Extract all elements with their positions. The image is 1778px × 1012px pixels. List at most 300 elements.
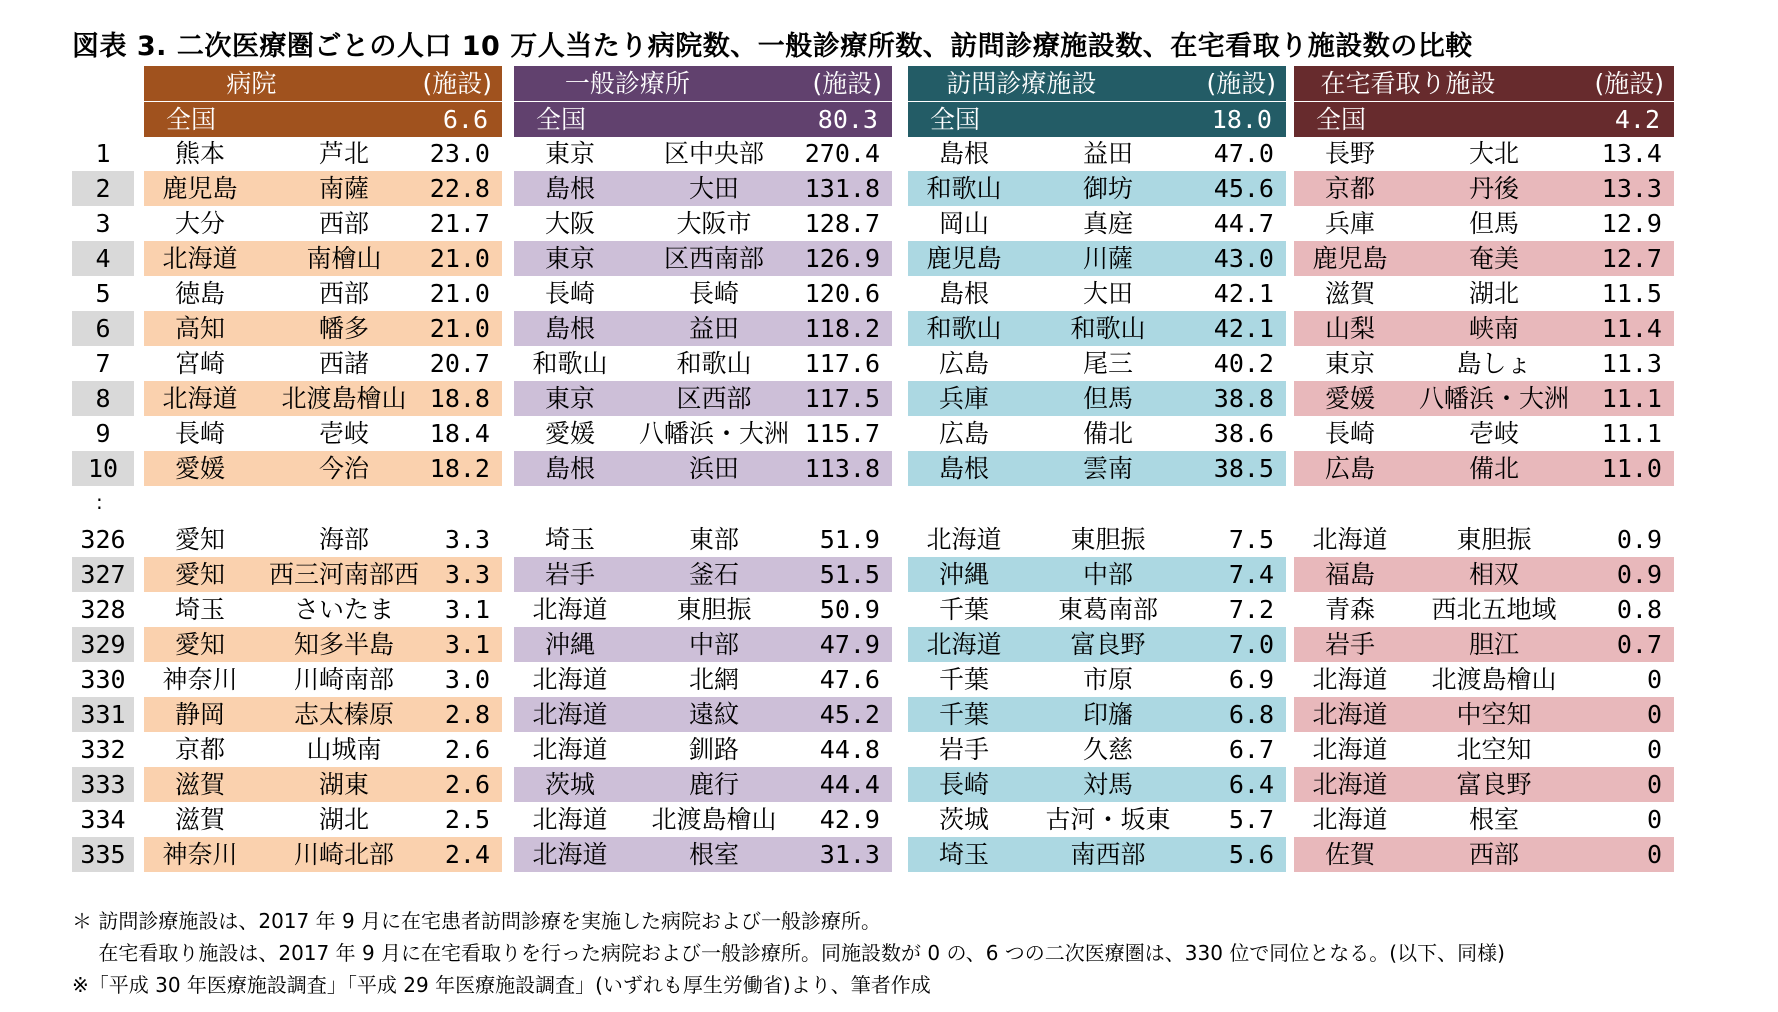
area-cell: 御坊 <box>1082 174 1133 203</box>
table-row <box>144 416 502 451</box>
area-cell: 区中央部 <box>663 139 764 168</box>
area-cell: 尾三 <box>1082 349 1133 378</box>
prefecture-cell: 島根 <box>544 314 595 343</box>
rank-label: 331 <box>72 697 134 732</box>
table-row <box>144 311 502 346</box>
home_death-table <box>1294 66 1674 886</box>
table-row <box>908 451 1286 486</box>
prefecture-cell: 北海道 <box>532 735 608 764</box>
area-cell: 芦北 <box>318 139 369 168</box>
table-row <box>1294 276 1674 311</box>
table-row <box>908 557 1286 592</box>
rank-label: 332 <box>80 735 126 764</box>
prefecture-cell: 愛媛 <box>174 454 225 483</box>
prefecture-cell: 沖縄 <box>938 560 989 589</box>
value-cell: 6.8 <box>1228 700 1274 729</box>
area-cell: 壱岐 <box>318 419 369 448</box>
table-row <box>1294 662 1674 697</box>
table-row <box>908 381 1286 416</box>
table-row <box>144 206 502 241</box>
value-cell: 7.4 <box>1228 560 1274 589</box>
area-cell: さいたま <box>293 595 394 624</box>
area-cell: 大田 <box>1082 279 1133 308</box>
table-row <box>908 311 1286 346</box>
value-cell: 270.4 <box>804 139 880 168</box>
prefecture-cell: 千葉 <box>938 700 989 729</box>
area-cell: 南薩 <box>318 174 369 203</box>
area-cell: 西部 <box>318 279 369 308</box>
value-cell: 6.9 <box>1228 665 1274 694</box>
prefecture-cell: 滋賀 <box>1324 279 1375 308</box>
value-cell: 113.8 <box>804 454 880 483</box>
area-cell: 今治 <box>318 454 369 483</box>
value-cell: 11.0 <box>1601 454 1662 483</box>
table-row <box>1294 136 1674 171</box>
header-unit: (施設) <box>1594 69 1664 98</box>
value-cell: 128.7 <box>804 209 880 238</box>
table-row <box>144 627 502 662</box>
prefecture-cell: 愛媛 <box>544 419 595 448</box>
ellipsis-marker: : <box>96 490 103 514</box>
rank-label: 10 <box>72 451 134 486</box>
table-row <box>514 451 892 486</box>
table-row <box>908 522 1286 557</box>
prefecture-cell: 島根 <box>938 139 989 168</box>
area-cell: 東葛南部 <box>1057 595 1158 624</box>
table-row <box>144 381 502 416</box>
value-cell: 18.8 <box>429 384 490 413</box>
area-cell: 和歌山 <box>676 349 752 378</box>
area-cell: 印旛 <box>1082 700 1133 729</box>
prefecture-cell: 兵庫 <box>1324 209 1375 238</box>
prefecture-cell: 沖縄 <box>544 630 595 659</box>
area-cell: 中空知 <box>1456 700 1532 729</box>
rank-label: 334 <box>80 805 126 834</box>
rank-label: 6 <box>72 311 134 346</box>
prefecture-cell: 滋賀 <box>174 805 225 834</box>
prefecture-cell: 北海道 <box>532 805 608 834</box>
prefecture-cell: 東京 <box>544 384 595 413</box>
value-cell: 11.4 <box>1601 314 1662 343</box>
area-cell: 胆江 <box>1468 630 1519 659</box>
table-row <box>514 416 892 451</box>
value-cell: 50.9 <box>819 595 880 624</box>
prefecture-cell: 北海道 <box>1312 770 1388 799</box>
prefecture-cell: 和歌山 <box>926 174 1002 203</box>
table-row <box>1294 346 1674 381</box>
area-cell: 八幡浜・大洲 <box>638 419 789 448</box>
value-cell: 0.9 <box>1616 560 1662 589</box>
table-row <box>1294 592 1674 627</box>
prefecture-cell: 島根 <box>938 454 989 483</box>
table-row <box>908 276 1286 311</box>
national-label: 全国 <box>166 105 217 134</box>
value-cell: 40.2 <box>1213 349 1274 378</box>
area-cell: 八幡浜・大洲 <box>1418 384 1569 413</box>
value-cell: 0.8 <box>1616 595 1662 624</box>
prefecture-cell: 埼玉 <box>938 840 989 869</box>
value-cell: 2.4 <box>444 840 490 869</box>
value-cell: 31.3 <box>819 840 880 869</box>
area-cell: 湖北 <box>1468 279 1519 308</box>
header-title: 在宅看取り施設 <box>1320 69 1496 98</box>
value-cell: 120.6 <box>804 279 880 308</box>
value-cell: 21.0 <box>429 244 490 273</box>
area-cell: 西部 <box>1468 840 1519 869</box>
table-row <box>144 697 502 732</box>
area-cell: 南西部 <box>1070 840 1146 869</box>
prefecture-cell: 島根 <box>544 454 595 483</box>
area-cell: 壱岐 <box>1468 419 1519 448</box>
prefecture-cell: 広島 <box>938 419 989 448</box>
value-cell: 0 <box>1646 665 1662 694</box>
rank-label: 1 <box>95 139 111 168</box>
prefecture-cell: 北海道 <box>532 665 608 694</box>
table-row <box>514 662 892 697</box>
area-cell: 山城南 <box>306 735 382 764</box>
area-cell: 知多半島 <box>293 630 394 659</box>
area-cell: 東胆振 <box>676 595 752 624</box>
value-cell: 11.1 <box>1601 419 1662 448</box>
area-cell: 北空知 <box>1456 735 1532 764</box>
area-cell: 鹿行 <box>688 770 739 799</box>
table-row <box>908 802 1286 837</box>
prefecture-cell: 愛知 <box>174 630 225 659</box>
table-row <box>1294 451 1674 486</box>
table-row <box>144 171 502 206</box>
table-row <box>144 276 502 311</box>
value-cell: 22.8 <box>429 174 490 203</box>
area-cell: 峡南 <box>1468 314 1519 343</box>
value-cell: 3.1 <box>444 595 490 624</box>
prefecture-cell: 北海道 <box>1312 700 1388 729</box>
prefecture-cell: 北海道 <box>1312 735 1388 764</box>
area-cell: 幡多 <box>318 314 369 343</box>
table-row <box>514 767 892 802</box>
value-cell: 131.8 <box>804 174 880 203</box>
prefecture-cell: 北海道 <box>1312 665 1388 694</box>
prefecture-cell: 北海道 <box>532 700 608 729</box>
area-cell: 富良野 <box>1070 630 1146 659</box>
area-cell: 南檜山 <box>306 244 382 273</box>
prefecture-cell: 岩手 <box>544 560 595 589</box>
table-row <box>514 206 892 241</box>
prefecture-cell: 茨城 <box>544 770 595 799</box>
prefecture-cell: 埼玉 <box>174 595 225 624</box>
value-cell: 7.0 <box>1228 630 1274 659</box>
area-cell: 久慈 <box>1082 735 1133 764</box>
rank-label: 7 <box>95 349 111 378</box>
value-cell: 38.5 <box>1213 454 1274 483</box>
area-cell: 志太榛原 <box>293 700 394 729</box>
footnote-1: ＊ 訪問診療施設は、2017 年 9 月に在宅患者訪問診療を実施した病院および一般診療所。 <box>72 909 882 933</box>
area-cell: 西諸 <box>318 349 369 378</box>
table-row <box>144 837 502 872</box>
prefecture-cell: 東京 <box>544 139 595 168</box>
value-cell: 0 <box>1646 805 1662 834</box>
area-cell: 奄美 <box>1468 244 1519 273</box>
prefecture-cell: 茨城 <box>938 805 989 834</box>
prefecture-cell: 北海道 <box>926 525 1002 554</box>
value-cell: 47.0 <box>1213 139 1274 168</box>
area-cell: 相双 <box>1468 560 1519 589</box>
table-row <box>514 522 892 557</box>
table-row <box>1294 697 1674 732</box>
table-row <box>908 241 1286 276</box>
table-row <box>908 837 1286 872</box>
prefecture-cell: 鹿児島 <box>1312 244 1388 273</box>
hospital-table <box>144 66 502 886</box>
table-row <box>1294 767 1674 802</box>
value-cell: 21.0 <box>429 279 490 308</box>
rank-label: 4 <box>72 241 134 276</box>
value-cell: 23.0 <box>429 139 490 168</box>
header-title: 病院 <box>226 69 277 98</box>
table-row <box>1294 241 1674 276</box>
prefecture-cell: 京都 <box>1324 174 1375 203</box>
value-cell: 21.0 <box>429 314 490 343</box>
area-cell: 大阪市 <box>676 209 752 238</box>
prefecture-cell: 和歌山 <box>926 314 1002 343</box>
prefecture-cell: 神奈川 <box>162 665 238 694</box>
prefecture-cell: 長崎 <box>1324 419 1375 448</box>
value-cell: 43.0 <box>1213 244 1274 273</box>
rank-label: 8 <box>72 381 134 416</box>
area-cell: 和歌山 <box>1070 314 1146 343</box>
table-row <box>1294 381 1674 416</box>
table-row <box>144 802 502 837</box>
prefecture-cell: 島根 <box>938 279 989 308</box>
table-row <box>1294 837 1674 872</box>
area-cell: 西三河南部西 <box>268 560 419 589</box>
table-row <box>908 206 1286 241</box>
table-row <box>908 136 1286 171</box>
prefecture-cell: 神奈川 <box>162 840 238 869</box>
value-cell: 2.8 <box>444 700 490 729</box>
prefecture-cell: 北海道 <box>1312 525 1388 554</box>
column-header <box>514 66 892 101</box>
clinic-table <box>514 66 892 886</box>
table-row <box>514 276 892 311</box>
value-cell: 6.4 <box>1228 770 1274 799</box>
header-unit: (施設) <box>1206 69 1276 98</box>
prefecture-cell: 北海道 <box>162 384 238 413</box>
area-cell: 湖東 <box>318 770 369 799</box>
table-row <box>514 136 892 171</box>
table-row <box>144 136 502 171</box>
area-cell: 釜石 <box>688 560 739 589</box>
table-row <box>514 557 892 592</box>
national-value: 80.3 <box>817 105 878 134</box>
value-cell: 0 <box>1646 700 1662 729</box>
prefecture-cell: 岩手 <box>1324 630 1375 659</box>
table-row <box>1294 522 1674 557</box>
prefecture-cell: 宮崎 <box>174 349 225 378</box>
prefecture-cell: 愛知 <box>174 560 225 589</box>
table-row <box>908 346 1286 381</box>
area-cell: 雲南 <box>1082 454 1133 483</box>
header-title: 訪問診療施設 <box>946 69 1097 98</box>
area-cell: 川薩 <box>1082 244 1133 273</box>
rank-label: 329 <box>72 627 134 662</box>
value-cell: 45.2 <box>819 700 880 729</box>
table-row <box>144 241 502 276</box>
table-row <box>908 627 1286 662</box>
column-header <box>1294 66 1674 101</box>
national-row <box>1294 102 1674 137</box>
prefecture-cell: 岩手 <box>938 735 989 764</box>
area-cell: 北渡島檜山 <box>281 384 407 413</box>
area-cell: 益田 <box>1082 139 1133 168</box>
table-row <box>1294 171 1674 206</box>
prefecture-cell: 岡山 <box>938 209 989 238</box>
value-cell: 44.8 <box>819 735 880 764</box>
prefecture-cell: 京都 <box>174 735 225 764</box>
prefecture-cell: 千葉 <box>938 595 989 624</box>
table-row <box>514 311 892 346</box>
table-row <box>908 697 1286 732</box>
value-cell: 42.1 <box>1213 314 1274 343</box>
table-row <box>514 592 892 627</box>
value-cell: 12.7 <box>1601 244 1662 273</box>
table-row <box>908 171 1286 206</box>
prefecture-cell: 北海道 <box>1312 805 1388 834</box>
area-cell: 市原 <box>1082 665 1133 694</box>
value-cell: 2.6 <box>444 770 490 799</box>
table-row <box>144 557 502 592</box>
value-cell: 0 <box>1646 735 1662 764</box>
table-row <box>514 697 892 732</box>
value-cell: 11.5 <box>1601 279 1662 308</box>
value-cell: 44.7 <box>1213 209 1274 238</box>
prefecture-cell: 大阪 <box>544 209 595 238</box>
prefecture-cell: 千葉 <box>938 665 989 694</box>
table-row <box>144 767 502 802</box>
area-cell: 北網 <box>688 665 739 694</box>
table-row <box>514 381 892 416</box>
prefecture-cell: 福島 <box>1324 560 1375 589</box>
prefecture-cell: 佐賀 <box>1324 840 1375 869</box>
area-cell: 益田 <box>688 314 739 343</box>
area-cell: 真庭 <box>1082 209 1133 238</box>
national-value: 4.2 <box>1614 105 1660 134</box>
table-row <box>908 732 1286 767</box>
national-row <box>908 102 1286 137</box>
table-row <box>514 346 892 381</box>
prefecture-cell: 青森 <box>1324 595 1375 624</box>
area-cell: 西部 <box>318 209 369 238</box>
table-row <box>144 522 502 557</box>
area-cell: 丹後 <box>1468 174 1519 203</box>
prefecture-cell: 北海道 <box>532 840 608 869</box>
value-cell: 44.4 <box>819 770 880 799</box>
rank-label: 5 <box>95 279 111 308</box>
value-cell: 2.6 <box>444 735 490 764</box>
area-cell: 長崎 <box>688 279 739 308</box>
value-cell: 7.5 <box>1228 525 1274 554</box>
table-row <box>908 592 1286 627</box>
header-unit: (施設) <box>422 69 492 98</box>
value-cell: 2.5 <box>444 805 490 834</box>
prefecture-cell: 愛媛 <box>1324 384 1375 413</box>
rank-label: 2 <box>72 171 134 206</box>
value-cell: 6.7 <box>1228 735 1274 764</box>
area-cell: 浜田 <box>688 454 739 483</box>
prefecture-cell: 東京 <box>544 244 595 273</box>
national-value: 6.6 <box>442 105 488 134</box>
prefecture-cell: 兵庫 <box>938 384 989 413</box>
area-cell: 中部 <box>688 630 739 659</box>
value-cell: 13.3 <box>1601 174 1662 203</box>
prefecture-cell: 高知 <box>174 314 225 343</box>
table-row <box>1294 206 1674 241</box>
table-row <box>1294 627 1674 662</box>
area-cell: 区西南部 <box>663 244 764 273</box>
rank-label: 330 <box>80 665 126 694</box>
value-cell: 45.6 <box>1213 174 1274 203</box>
table-row <box>144 732 502 767</box>
prefecture-cell: 熊本 <box>174 139 225 168</box>
value-cell: 117.6 <box>804 349 880 378</box>
table-row <box>1294 557 1674 592</box>
value-cell: 5.6 <box>1228 840 1274 869</box>
national-label: 全国 <box>536 105 587 134</box>
prefecture-cell: 愛知 <box>174 525 225 554</box>
value-cell: 5.7 <box>1228 805 1274 834</box>
value-cell: 13.4 <box>1601 139 1662 168</box>
prefecture-cell: 北海道 <box>532 595 608 624</box>
value-cell: 21.7 <box>429 209 490 238</box>
national-row <box>144 102 502 137</box>
table-row <box>514 241 892 276</box>
rank-label: 327 <box>72 557 134 592</box>
value-cell: 42.9 <box>819 805 880 834</box>
footnote-2: 在宅看取り施設は、2017 年 9 月に在宅看取りを行った病院および一般診療所。同施設数が 0 の、6 つの二次医療圏は、330 位で同位となる。(以下、同様) <box>72 941 1505 965</box>
value-cell: 0.9 <box>1616 525 1662 554</box>
area-cell: 但馬 <box>1082 384 1133 413</box>
value-cell: 38.6 <box>1213 419 1274 448</box>
prefecture-cell: 埼玉 <box>544 525 595 554</box>
table-row <box>144 662 502 697</box>
value-cell: 11.1 <box>1601 384 1662 413</box>
value-cell: 47.6 <box>819 665 880 694</box>
value-cell: 18.2 <box>429 454 490 483</box>
column-header <box>144 66 502 101</box>
value-cell: 3.1 <box>444 630 490 659</box>
table-row <box>908 662 1286 697</box>
header-title: 一般診療所 <box>564 69 690 98</box>
area-cell: 東胆振 <box>1456 525 1532 554</box>
rank-label: 335 <box>72 837 134 872</box>
table-row <box>514 627 892 662</box>
page-title: 図表 3. 二次医療圏ごとの人口 10 万人当たり病院数、一般診療所数、訪問診療施設数、在宅看取り施設数の比較 <box>72 31 1473 62</box>
prefecture-cell: 東京 <box>1324 349 1375 378</box>
value-cell: 115.7 <box>804 419 880 448</box>
table-row <box>908 767 1286 802</box>
area-cell: 中部 <box>1082 560 1133 589</box>
value-cell: 3.3 <box>444 560 490 589</box>
value-cell: 11.3 <box>1601 349 1662 378</box>
value-cell: 118.2 <box>804 314 880 343</box>
table-row <box>908 416 1286 451</box>
prefecture-cell: 北海道 <box>162 244 238 273</box>
value-cell: 0 <box>1646 770 1662 799</box>
area-cell: 根室 <box>688 840 739 869</box>
area-cell: 区西部 <box>676 384 752 413</box>
area-cell: 湖北 <box>318 805 369 834</box>
home_visit-table <box>908 66 1286 886</box>
footnote-3: ※「平成 30 年医療施設調査」「平成 29 年医療施設調査」(いずれも厚生労働省)より、筆者作成 <box>72 973 931 997</box>
